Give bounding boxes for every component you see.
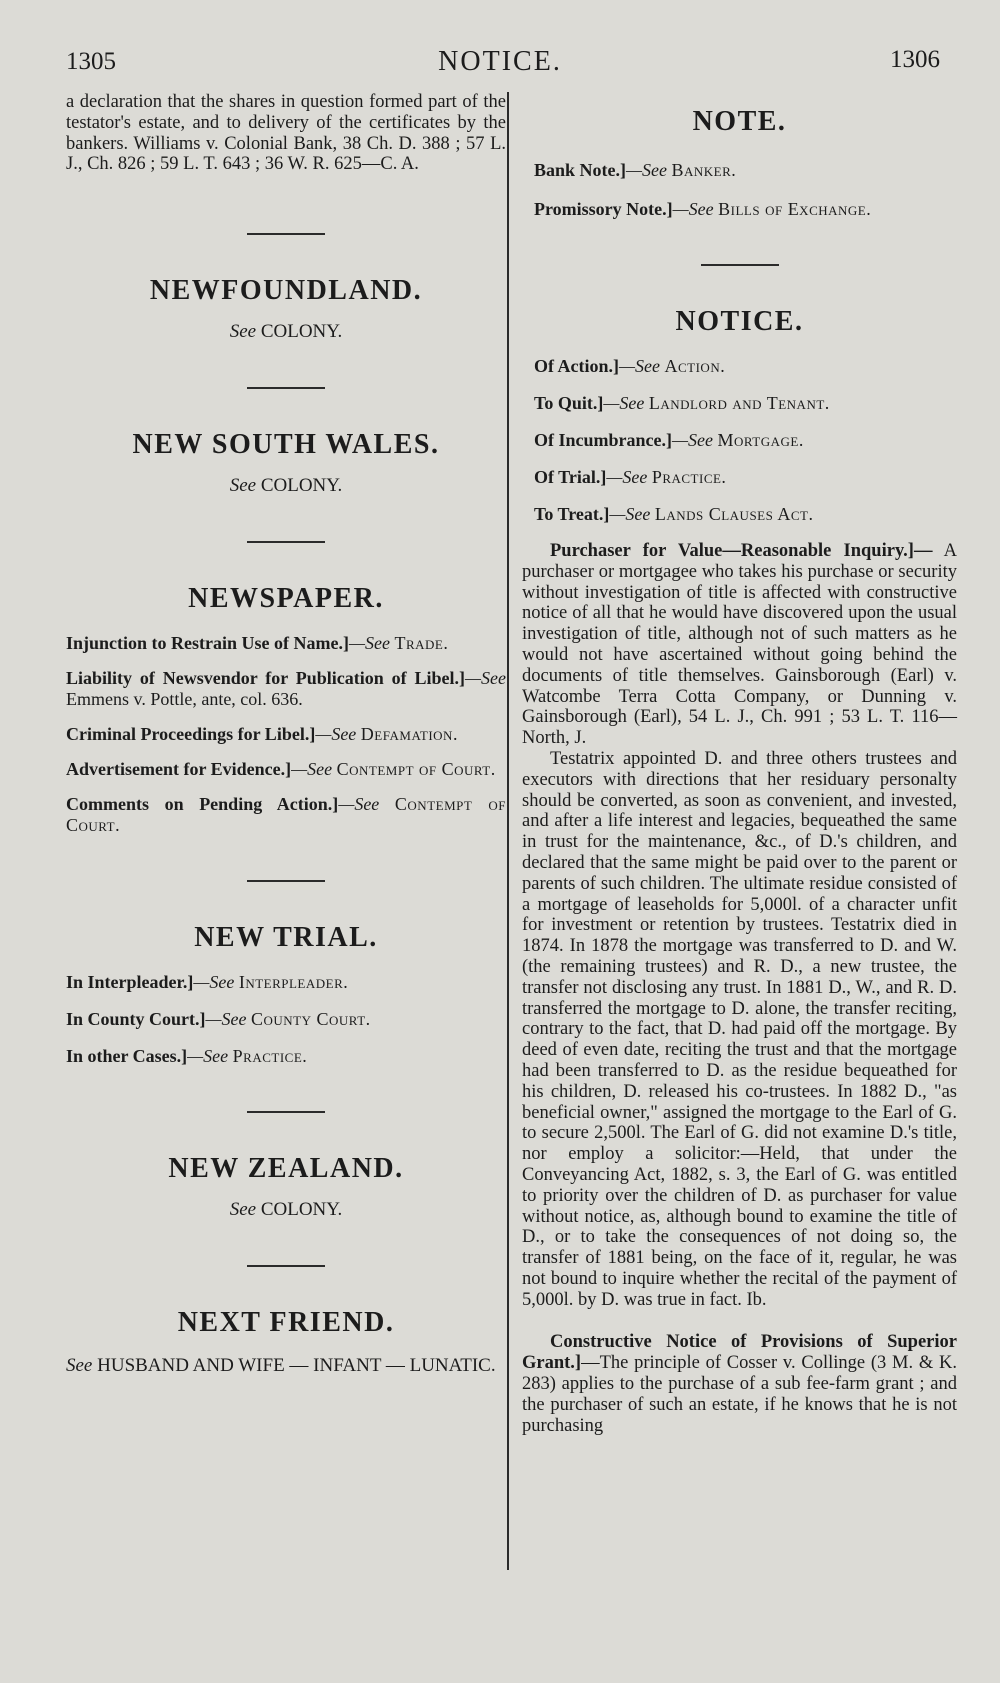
note-entry-2: Promissory Note.]—See Bills of Exchange. [534, 199, 872, 219]
new-trial-entry-1: In Interpleader.]—See Interpleader. [66, 972, 349, 993]
heading-notice: NOTICE. [675, 306, 804, 337]
heading-note: NOTE. [692, 106, 787, 137]
section-rule [247, 880, 325, 882]
testatrix-paragraph: Testatrix appointed D. and three others trustees and executors with directions that her residuary personalty should be converted, as soon as convenient, and invested, and after a life interest and legacies, bequeathed the same in trust for the maintenance, &c., of D.'s children, and declared that the same might be paid over to the parent or parents of such children. The ultimate residue consisted of a mortgage of leaseholds for 5,000l. of a character unfit for investment or retention by trustees. Testatrix died in 1874. In 1878 the mortgage was transferred to D. and W. (the remaining trustees) and R. D., a new trustee, the transfer not disclosing any trust. In 1881 D., W., and R. D. transferred the mortgage to D. alone, the transfer reciting, contrary to the fact, that D. had paid off the mortgage. By deed of even date, reciting the trust and that the mortgage had been transferred to D. as the residue bequeathed for his children, D. released his co-trustees. In 1882 D., "as beneficial owner," assigned the mortgage to the Earl of G. to secure 2,500l. The Earl of G. did not examine D.'s title, nor employ a solicitor:—Held, that under the Conveyancing Act, 1882, s. 3, the Earl of G. was entitled to priority over the children of D. as purchaser for value without notice, as, although bound to examine the title of D., or to take the consequences of not doing so, the transfer of 1881 being, on the face of it, regular, he was not bound to inquire whether the recital of the payment of 5,000l. by D. was true in fact. Ib. [522, 748, 957, 1310]
left-column [66, 92, 506, 1376]
newspaper-entry-4: Advertisement for Evidence.]—See Contempt of Court. [66, 759, 496, 780]
left-page-number: 1305 [66, 48, 116, 75]
section-rule [247, 541, 325, 543]
notice-entry-4: Of Trial.]—See Practice. [534, 467, 727, 487]
new-trial-entry-2: In County Court.]—See County Court. [66, 1009, 371, 1030]
see-reference: See COLONY. [229, 321, 343, 343]
heading-newspaper: NEWSPAPER. [188, 583, 384, 615]
see-reference: See COLONY. [229, 475, 343, 497]
column-divider [507, 92, 509, 1570]
purchaser-paragraph: Purchaser for Value—Reasonable Inquiry.]— A purchaser or mortgagee who takes his purchase or security without investigation of title is affected with constructive notice of all that he would have discovered upon the usual investigation of title, although not of such matters as he would not have ascertained without going behind the documents of title themselves. Gainsborough (Earl) v. Watcombe Terra Cotta Company, or Dunning v. Gainsborough (Earl), 54 L. J., Ch. 991 ; 53 L. T. 116—North, J. [522, 541, 957, 749]
section-rule [247, 1111, 325, 1113]
section-rule [701, 264, 779, 266]
newspaper-entry-5: Comments on Pending Action.]—See Contempt of Court. [66, 794, 507, 836]
heading-new-south-wales: NEW SOUTH WALES. [132, 429, 440, 461]
notice-entry-2: To Quit.]—See Landlord and Tenant. [534, 393, 830, 413]
section-rule [247, 233, 325, 235]
notice-entry-3: Of Incumbrance.]—See Mortgage. [534, 430, 804, 450]
newspaper-entry-3: Criminal Proceedings for Libel.]—See Defamation. [66, 724, 458, 745]
running-header [0, 46, 1000, 86]
continued-paragraph: a declaration that the shares in question formed part of the testator's estate, and to delivery of the certificates by the bankers. Williams v. Colonial Bank, 38 Ch. D. 388 ; 57 L. J., Ch. 826 ; 59 L. T. 643 ; 36 W. R. 625—C. A. [66, 92, 506, 175]
notice-entry-5: To Treat.]—See Lands Clauses Act. [534, 504, 814, 524]
running-title: NOTICE. [438, 46, 562, 77]
heading-new-trial: NEW TRIAL. [194, 922, 378, 954]
right-column [522, 92, 957, 1436]
heading-new-zealand: NEW ZEALAND. [168, 1153, 404, 1185]
see-reference: See HUSBAND AND WIFE — INFANT — LUNATIC. [66, 1355, 496, 1377]
section-rule [247, 1265, 325, 1267]
note-entry-1: Bank Note.]—See Banker. [534, 160, 737, 180]
newspaper-entry-1: Injunction to Restrain Use of Name.]—See Trade. [66, 633, 449, 654]
right-page-number: 1306 [890, 46, 940, 73]
notice-entry-1: Of Action.]—See Action. [534, 356, 726, 376]
heading-next-friend: NEXT FRIEND. [177, 1307, 395, 1339]
see-reference: See COLONY. [229, 1199, 343, 1221]
new-trial-entry-3: In other Cases.]—See Practice. [66, 1046, 308, 1067]
heading-newfoundland: NEWFOUNDLAND. [149, 275, 423, 307]
section-rule [247, 387, 325, 389]
constructive-notice-paragraph: Constructive Notice of Provisions of Superior Grant.]—The principle of Cosser v. Collinge (3 M. & K. 283) applies to the purchase of a sub fee-farm grant ; and the purchaser of such an estate, if he knows that he is not purchasing [522, 1332, 957, 1436]
newspaper-entry-2: Liability of Newsvendor for Publication of Libel.]—See Emmens v. Pottle, ante, col. 636. [66, 668, 506, 710]
